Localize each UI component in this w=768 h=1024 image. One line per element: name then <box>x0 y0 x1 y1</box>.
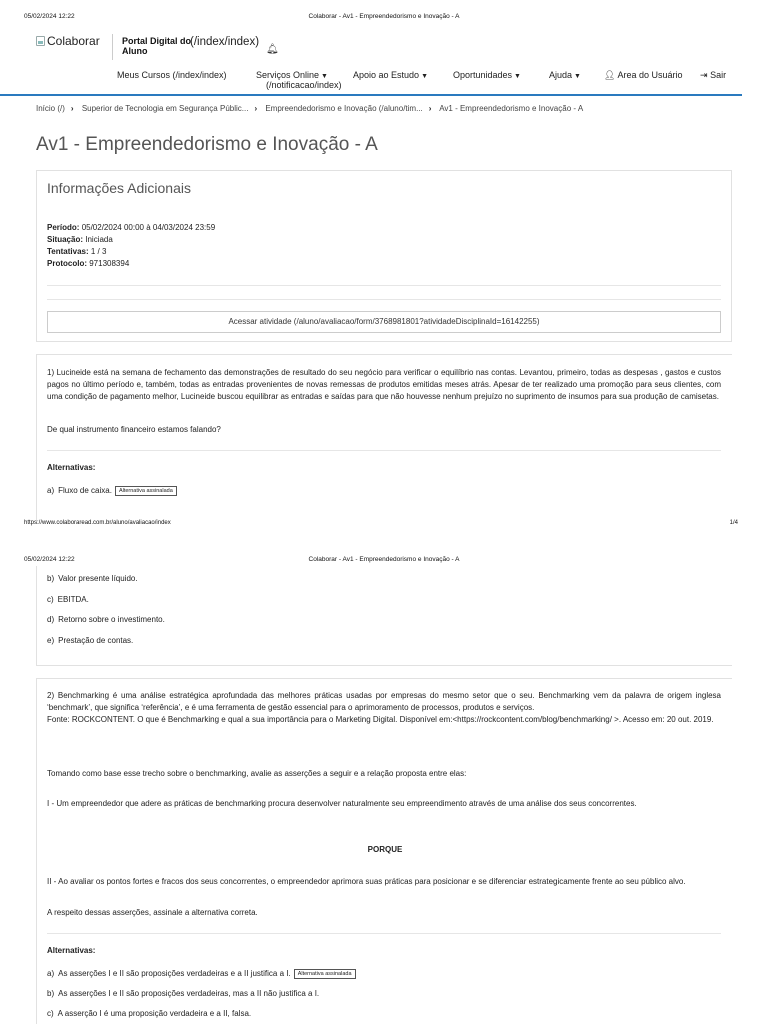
nav-ajuda[interactable] <box>549 70 581 80</box>
q2-instruction: A respeito dessas asserções, assinale a alternativa correta. <box>47 908 258 917</box>
alt-letter: d) <box>47 615 55 624</box>
print-date: 05/02/2024 12:22 <box>24 556 75 563</box>
alt-letter: c) <box>47 1009 54 1018</box>
value: 05/02/2024 00:00 à 04/03/2024 23:59 <box>81 223 216 232</box>
alt-letter: e) <box>47 636 55 645</box>
q1-question: De qual instrumento financeiro estamos falando? <box>47 425 221 434</box>
label: Período: <box>47 223 80 232</box>
q1-alternative-b[interactable] <box>47 574 138 583</box>
info-protocolo <box>47 259 129 268</box>
alternatives-heading: Alternativas: <box>47 463 96 472</box>
sign-out-icon: ⇥ <box>700 70 708 80</box>
question-2-panel <box>36 678 732 1024</box>
q1-alternative-a[interactable] <box>47 486 177 496</box>
print-url: https://www.colaboraread.com.br/aluno/avaliacao/index <box>24 520 171 526</box>
q2-alternative-b[interactable] <box>47 989 319 998</box>
label: Protocolo: <box>47 259 87 268</box>
q2-assertion-1: I - Um empreendedor que adere as práticas de benchmarking procura desenvolver naturalmente seu empreendimento através de uma análise dos seus concorrentes. <box>47 799 637 808</box>
chevron-right-icon: › <box>254 104 258 113</box>
info-periodo <box>47 223 215 232</box>
selected-badge: Alternativa assinalada <box>294 969 356 979</box>
nav-label: Apoio ao Estudo <box>353 70 420 80</box>
value: Iniciada <box>85 235 113 244</box>
breadcrumb-discipline[interactable]: Empreendedorismo e Inovação (/aluno/tim... <box>265 104 423 113</box>
access-activity-button[interactable]: Acessar atividade (/aluno/avaliacao/form/3768981801?atividadeDisciplinaId=16142255) <box>47 311 721 333</box>
caret-down-icon: ▼ <box>321 73 328 80</box>
question-1-panel <box>36 354 732 524</box>
alt-text: Valor presente líquido. <box>58 574 138 583</box>
info-situacao <box>47 235 113 244</box>
label: Situação: <box>47 235 84 244</box>
info-tentativas <box>47 247 106 256</box>
info-heading: Informações Adicionais <box>47 180 191 196</box>
nav-label: Area do Usuário <box>617 70 683 80</box>
selected-badge: Alternativa assinalada <box>115 486 177 496</box>
label: Tentativas: <box>47 247 89 256</box>
info-panel <box>36 170 732 342</box>
nav-label: Meus Cursos (/index/index) <box>117 70 227 80</box>
nav-label: Ajuda <box>549 70 573 80</box>
value: 1 / 3 <box>90 247 107 256</box>
chevron-right-icon: › <box>428 104 432 113</box>
q1-alternative-c[interactable] <box>47 595 89 604</box>
q2-porque: PORQUE <box>367 845 403 854</box>
breadcrumb-current: Av1 - Empreendedorismo e Inovação - A <box>439 104 584 113</box>
nav-area-usuario[interactable] <box>604 70 683 81</box>
divider <box>47 299 721 300</box>
page-title: Av1 - Empreendedorismo e Inovação - A <box>36 134 378 155</box>
alt-letter: a) <box>47 969 55 978</box>
q1-alternative-d[interactable] <box>47 615 165 624</box>
print-date: 05/02/2024 12:22 <box>24 13 75 20</box>
q2-assertion-2: II - Ao avaliar os pontos fortes e fracos dos seus concorrentes, o empreendedor aprimora suas práticas para posicionar e se diferenciar estrategicamente frente ao seu público alvo. <box>47 877 686 886</box>
notification-link[interactable]: (/notificacao/index) <box>266 80 342 90</box>
alt-letter: c) <box>47 595 54 604</box>
q2-alternative-c[interactable] <box>47 1009 251 1018</box>
breadcrumb <box>36 104 583 113</box>
alt-text: Retorno sobre o investimento. <box>58 615 165 624</box>
alt-text: As asserções I e II são proposições verdadeiras e a II justifica a I. <box>58 969 291 978</box>
question-1-continued <box>36 566 732 666</box>
nav-oportunidades[interactable] <box>453 70 521 80</box>
chevron-right-icon: › <box>70 104 74 113</box>
logo-alt-text: Colaborar <box>47 34 100 48</box>
breadcrumb-course[interactable]: Superior de Tecnologia em Segurança Públic... <box>81 104 249 113</box>
q2-source: Fonte: ROCKCONTENT. O que é Benchmarking e qual a sua importância para o Marketing Digital. Disponível em:<https://rockcontent.com/blog/benchmarking/ >. Acesso em: 20 out. 2019. <box>47 715 714 724</box>
caret-down-icon: ▼ <box>421 73 428 80</box>
alternatives-heading: Alternativas: <box>47 946 96 955</box>
print-page: 1/4 <box>729 520 738 526</box>
portal-home-link[interactable]: (/index/index) <box>190 36 260 48</box>
nav-sair[interactable] <box>700 70 726 81</box>
print-header <box>0 10 768 24</box>
nav-label: Oportunidades <box>453 70 513 80</box>
alt-letter: b) <box>47 574 55 583</box>
broken-image-icon <box>36 36 45 46</box>
nav-servicos-online[interactable] <box>256 70 328 80</box>
portal-title: Portal Digital do Aluno <box>122 36 192 56</box>
nav-label: Sair <box>710 70 727 80</box>
print-title: Colaborar - Av1 - Empreendedorismo e Inovação - A <box>308 13 460 20</box>
alt-letter: b) <box>47 989 55 998</box>
alt-letter: a) <box>47 486 55 495</box>
q2-text: 2) Benchmarking é uma análise estratégica aprofundada das melhores práticas usadas por empresas do mesmo setor que o seu. Benchmarking vem da palavra de origem inglesa ‘benchmark’, que significa ‘referência’, e é uma ferramenta de gestão essencial para o aprimoramento de processos, produtos e serviços. <box>47 691 721 712</box>
colaborar-logo[interactable] <box>36 34 100 48</box>
q1-alternative-e[interactable] <box>47 636 133 645</box>
divider <box>47 450 721 451</box>
caret-down-icon: ▼ <box>574 73 581 80</box>
nav-apoio-estudo[interactable] <box>353 70 428 80</box>
breadcrumb-home[interactable]: Início (/) <box>36 104 65 113</box>
q2-prompt: Tomando como base esse trecho sobre o benchmarking, avalie as asserções a seguir e a relação proposta entre elas: <box>47 769 467 778</box>
alt-text: As asserções I e II são proposições verdadeiras, mas a II não justifica a I. <box>58 989 320 998</box>
print-title: Colaborar - Av1 - Empreendedorismo e Inovação - A <box>308 556 460 563</box>
brand-divider <box>112 34 113 60</box>
alt-text: Prestação de contas. <box>58 636 134 645</box>
bell-icon[interactable]: 🔔︎ <box>266 44 279 55</box>
q2-alternative-a[interactable] <box>47 969 356 979</box>
q1-text: 1) Lucineide está na semana de fechamento das demonstrações de resultado do seu negócio para verificar o equilíbrio nas contas. Levantou, primeiro, todas as despesas , gastos e custos pagos no último período e, também, todas as entradas provenientes de novas remessas de produtos emitidas meses atrás. Apesar de ter realizado uma promoção para seus clientes, com uma condição de pagamento melhor, Lucineide buscou equilibrar as entradas e saídas para que não houvesse nenhum prejuízo no suprimento de insumos para sua produção de camisetas. <box>47 368 721 401</box>
main-nav <box>0 68 742 96</box>
alt-text: A asserção I é uma proposição verdadeira e a II, falsa. <box>57 1009 252 1018</box>
nav-meus-cursos[interactable] <box>117 70 227 80</box>
value: 971308394 <box>89 259 130 268</box>
user-icon: 👤︎ <box>604 70 616 80</box>
divider <box>47 933 721 934</box>
alt-text: EBITDA. <box>57 595 89 604</box>
print-header <box>0 553 768 567</box>
nav-label: Serviços Online <box>256 70 320 80</box>
caret-down-icon: ▼ <box>514 73 521 80</box>
brand-row <box>36 34 736 64</box>
divider <box>47 285 721 286</box>
alt-text: Fluxo de caixa. <box>58 486 112 495</box>
